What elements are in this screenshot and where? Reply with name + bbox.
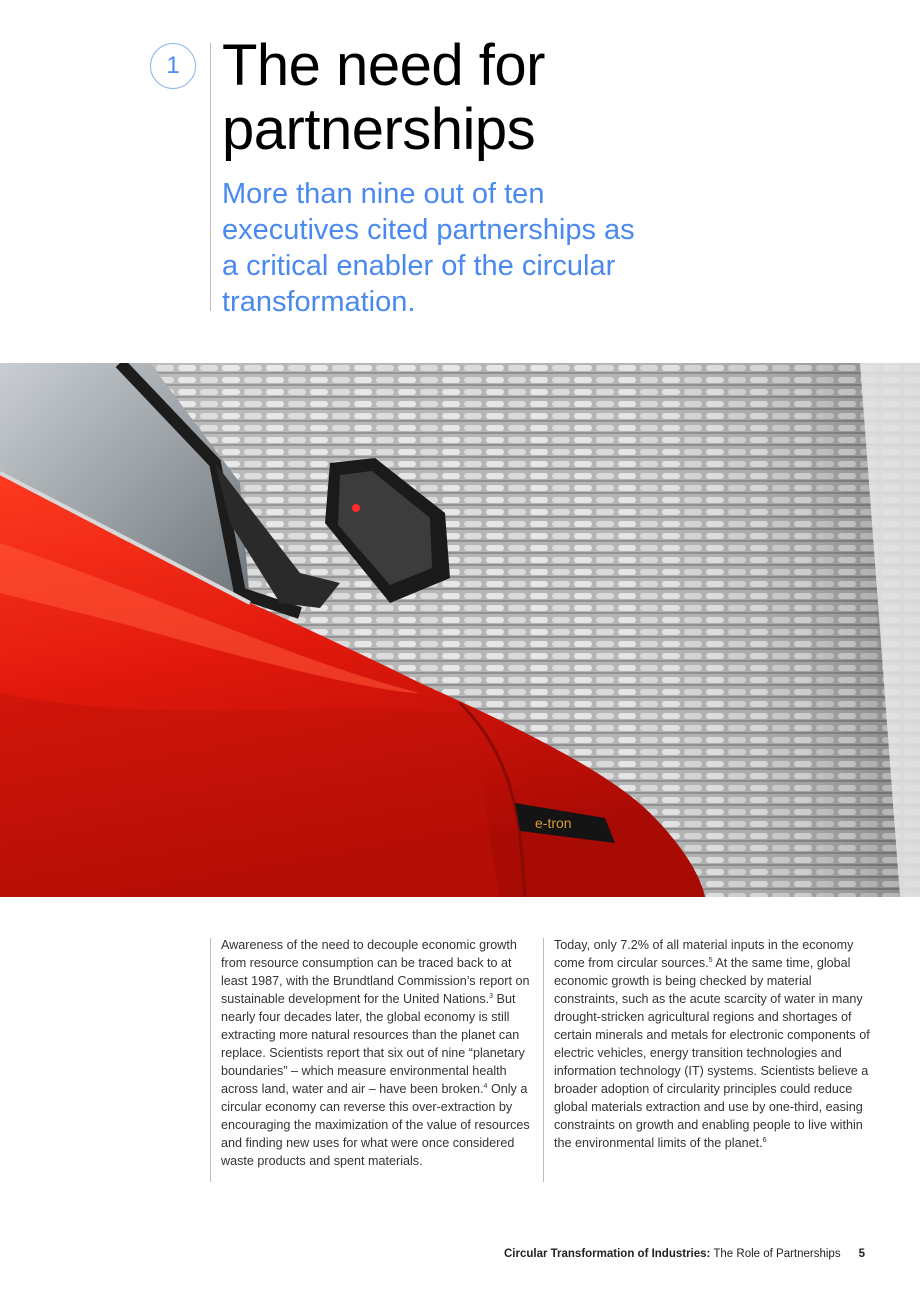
- body-left-text-1: Awareness of the need to decouple economic growth from resource consumption can be traced back to at least 1987, with the Brundtland Commission’s report on sustainable development for the United Nations.: [221, 938, 530, 1006]
- body-column-left: [221, 936, 539, 1170]
- right-column-divider: [543, 938, 544, 1182]
- footnote-ref-6: 6: [762, 1137, 767, 1144]
- title-divider: [210, 43, 211, 311]
- page-title-line1: The need for: [222, 33, 545, 98]
- page-footer: [504, 1248, 865, 1260]
- page-title-line2: partnerships: [222, 97, 536, 162]
- hero-image: [0, 363, 920, 897]
- body-left-text-2: But nearly four decades later, the global economy is still extracting more natural resources than the planet can replace. Scientists report that six out of nine “planetary boundaries” – which measure environmental health across land, water and air – have been broken.: [221, 992, 525, 1096]
- page-number: 5: [858, 1248, 865, 1260]
- hero-car-photo: [0, 363, 920, 897]
- e-tron-badge: e-tron: [535, 815, 572, 831]
- body-right-text-1: Today, only 7.2% of all material inputs in the economy come from circular sources.: [554, 938, 854, 970]
- footer-section-title: The Role of Partnerships: [710, 1248, 841, 1260]
- footer-report-title: Circular Transformation of Industries:: [503, 1248, 711, 1260]
- page-subtitle: More than nine out of ten executives cited partnerships as a critical enabler of the circular transformation.: [222, 178, 635, 318]
- chapter-number-badge: [150, 43, 196, 89]
- footnote-ref-4: 4: [483, 1083, 488, 1090]
- body-left-text-3: Only a circular economy can reverse this over-extraction by encouraging the maximization of the value of resources and finding new uses for what were once considered waste products and spent materials.: [221, 1082, 530, 1168]
- left-column-divider: [210, 938, 211, 1182]
- footnote-ref-3: 3: [489, 993, 494, 1000]
- page-title: [222, 34, 545, 162]
- footnote-ref-5: 5: [708, 957, 713, 964]
- body-column-right: [554, 936, 872, 1152]
- body-right-text-2: At the same time, global economic growth is being checked by material constraints, such as the acute scarcity of water in many drought-stricken agricultural regions and shortages of certain minerals and metals for electronic components of electric vehicles, energy transition technologies and information technology (IT) systems. Scientists believe a broader adoption of circularity principles could reduce global materials extraction and use by one-third, easing constraints on growth and enabling people to live within the environmental limits of the planet.: [554, 956, 870, 1150]
- chapter-number: 1: [166, 52, 180, 79]
